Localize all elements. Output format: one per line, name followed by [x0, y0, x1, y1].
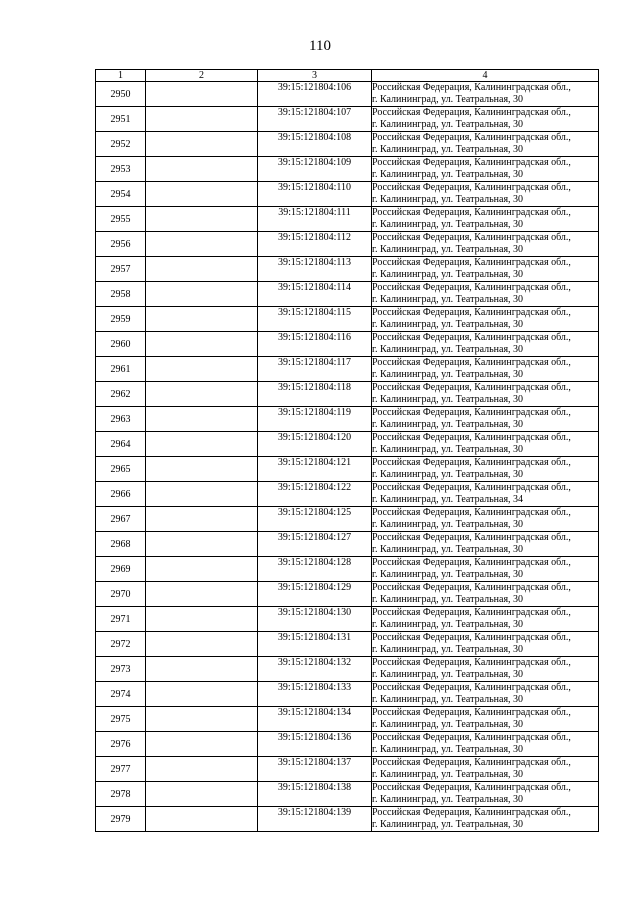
row-number: 2956 — [96, 232, 146, 257]
row-number: 2953 — [96, 157, 146, 182]
cadastral-number: 39:15:121804:129 — [258, 582, 372, 607]
empty-cell — [146, 157, 258, 182]
empty-cell — [146, 707, 258, 732]
address-cell — [372, 607, 599, 632]
row-number: 2972 — [96, 632, 146, 657]
cadastral-number: 39:15:121804:116 — [258, 332, 372, 357]
address-line-2: г. Калининград, ул. Театральная, 30 — [372, 344, 524, 355]
address-line-1: Российская Федерация, Калининградская обл., — [372, 732, 571, 743]
column-header: 4 — [372, 70, 599, 82]
page-number: 110 — [309, 38, 331, 54]
address-line-2: г. Калининград, ул. Театральная, 30 — [372, 119, 524, 130]
row-number: 2960 — [96, 332, 146, 357]
row-number: 2978 — [96, 782, 146, 807]
column-header: 3 — [258, 70, 372, 82]
table-row — [96, 632, 599, 657]
empty-cell — [146, 582, 258, 607]
address-line-2: г. Калининград, ул. Театральная, 30 — [372, 94, 524, 105]
cadastral-number: 39:15:121804:128 — [258, 557, 372, 582]
row-number: 2968 — [96, 532, 146, 557]
cadastral-number: 39:15:121804:133 — [258, 682, 372, 707]
empty-cell — [146, 82, 258, 107]
table-row — [96, 607, 599, 632]
cadastral-number: 39:15:121804:136 — [258, 732, 372, 757]
row-number: 2979 — [96, 807, 146, 832]
row-number: 2958 — [96, 282, 146, 307]
address-line-2: г. Калининград, ул. Театральная, 30 — [372, 644, 524, 655]
table-row — [96, 157, 599, 182]
address-cell — [372, 157, 599, 182]
cadastral-number: 39:15:121804:127 — [258, 532, 372, 557]
address-line-2: г. Калининград, ул. Театральная, 30 — [372, 619, 524, 630]
address-line-1: Российская Федерация, Калининградская обл., — [372, 557, 571, 568]
row-number: 2973 — [96, 657, 146, 682]
address-cell — [372, 682, 599, 707]
address-line-1: Российская Федерация, Калининградская обл., — [372, 432, 571, 443]
cadastral-number: 39:15:121804:125 — [258, 507, 372, 532]
address-line-2: г. Калининград, ул. Театральная, 30 — [372, 819, 524, 830]
cadastral-number: 39:15:121804:114 — [258, 282, 372, 307]
table-row — [96, 582, 599, 607]
address-line-1: Российская Федерация, Калининградская обл., — [372, 282, 571, 293]
cadastral-number: 39:15:121804:134 — [258, 707, 372, 732]
address-line-2: г. Калининград, ул. Театральная, 30 — [372, 394, 524, 405]
address-line-1: Российская Федерация, Калининградская обл., — [372, 807, 571, 818]
row-number: 2959 — [96, 307, 146, 332]
address-line-2: г. Калининград, ул. Театральная, 30 — [372, 469, 524, 480]
cadastral-number: 39:15:121804:111 — [258, 207, 372, 232]
address-cell — [372, 107, 599, 132]
row-number: 2970 — [96, 582, 146, 607]
address-cell — [372, 307, 599, 332]
cadastral-number: 39:15:121804:131 — [258, 632, 372, 657]
address-line-2: г. Калининград, ул. Театральная, 30 — [372, 144, 524, 155]
table-row — [96, 282, 599, 307]
empty-cell — [146, 457, 258, 482]
cadastral-number: 39:15:121804:113 — [258, 257, 372, 282]
address-line-1: Российская Федерация, Калининградская обл., — [372, 332, 571, 343]
table-row — [96, 132, 599, 157]
registry-table — [95, 69, 599, 832]
table-row — [96, 507, 599, 532]
address-line-1: Российская Федерация, Калининградская обл., — [372, 657, 571, 668]
address-line-2: г. Калининград, ул. Театральная, 30 — [372, 519, 524, 530]
address-cell — [372, 407, 599, 432]
empty-cell — [146, 532, 258, 557]
table-body — [96, 82, 599, 832]
cadastral-number: 39:15:121804:120 — [258, 432, 372, 457]
empty-cell — [146, 607, 258, 632]
address-line-2: г. Калининград, ул. Театральная, 30 — [372, 719, 524, 730]
cadastral-number: 39:15:121804:118 — [258, 382, 372, 407]
address-line-2: г. Калининград, ул. Театральная, 30 — [372, 769, 524, 780]
row-number: 2966 — [96, 482, 146, 507]
empty-cell — [146, 407, 258, 432]
table-row — [96, 457, 599, 482]
empty-cell — [146, 182, 258, 207]
table-row — [96, 107, 599, 132]
table-row — [96, 757, 599, 782]
address-line-2: г. Калининград, ул. Театральная, 30 — [372, 544, 524, 555]
address-cell — [372, 232, 599, 257]
cadastral-number: 39:15:121804:130 — [258, 607, 372, 632]
table-row — [96, 432, 599, 457]
address-line-2: г. Калининград, ул. Театральная, 30 — [372, 669, 524, 680]
table-row — [96, 482, 599, 507]
empty-cell — [146, 232, 258, 257]
address-cell — [372, 182, 599, 207]
cadastral-number: 39:15:121804:106 — [258, 82, 372, 107]
address-line-1: Российская Федерация, Калининградская обл., — [372, 207, 571, 218]
address-line-1: Российская Федерация, Калининградская обл., — [372, 582, 571, 593]
address-line-1: Российская Федерация, Калининградская обл., — [372, 482, 571, 493]
empty-cell — [146, 332, 258, 357]
address-line-2: г. Калининград, ул. Театральная, 30 — [372, 269, 524, 280]
empty-cell — [146, 482, 258, 507]
row-number: 2969 — [96, 557, 146, 582]
address-line-1: Российская Федерация, Калининградская обл., — [372, 257, 571, 268]
address-line-1: Российская Федерация, Калининградская обл., — [372, 632, 571, 643]
table-row — [96, 532, 599, 557]
address-line-2: г. Калининград, ул. Театральная, 30 — [372, 694, 524, 705]
cadastral-number: 39:15:121804:122 — [258, 482, 372, 507]
cadastral-number: 39:15:121804:117 — [258, 357, 372, 382]
address-cell — [372, 507, 599, 532]
empty-cell — [146, 107, 258, 132]
table-row — [96, 207, 599, 232]
row-number: 2954 — [96, 182, 146, 207]
address-line-1: Российская Федерация, Калининградская обл., — [372, 307, 571, 318]
address-cell — [372, 432, 599, 457]
empty-cell — [146, 257, 258, 282]
address-line-2: г. Калининград, ул. Театральная, 30 — [372, 319, 524, 330]
address-line-1: Российская Федерация, Калининградская обл., — [372, 757, 571, 768]
empty-cell — [146, 132, 258, 157]
cadastral-number: 39:15:121804:119 — [258, 407, 372, 432]
address-line-2: г. Калининград, ул. Театральная, 30 — [372, 169, 524, 180]
address-line-1: Российская Федерация, Калининградская обл., — [372, 782, 571, 793]
row-number: 2963 — [96, 407, 146, 432]
address-line-1: Российская Федерация, Калининградская обл., — [372, 107, 571, 118]
address-line-2: г. Калининград, ул. Театральная, 34 — [372, 494, 524, 505]
address-cell — [372, 257, 599, 282]
column-header: 1 — [96, 70, 146, 82]
cadastral-number: 39:15:121804:107 — [258, 107, 372, 132]
address-line-1: Российская Федерация, Калининградская обл., — [372, 382, 571, 393]
address-line-1: Российская Федерация, Калининградская обл., — [372, 457, 571, 468]
cadastral-number: 39:15:121804:137 — [258, 757, 372, 782]
address-cell — [372, 382, 599, 407]
row-number: 2976 — [96, 732, 146, 757]
empty-cell — [146, 282, 258, 307]
address-cell — [372, 582, 599, 607]
row-number: 2967 — [96, 507, 146, 532]
row-number: 2955 — [96, 207, 146, 232]
table-row — [96, 682, 599, 707]
table-row — [96, 182, 599, 207]
row-number: 2952 — [96, 132, 146, 157]
address-line-2: г. Калининград, ул. Театральная, 30 — [372, 219, 524, 230]
empty-cell — [146, 632, 258, 657]
address-line-1: Российская Федерация, Калининградская обл., — [372, 182, 571, 193]
empty-cell — [146, 732, 258, 757]
row-number: 2965 — [96, 457, 146, 482]
row-number: 2950 — [96, 82, 146, 107]
address-line-2: г. Калининград, ул. Театральная, 30 — [372, 444, 524, 455]
empty-cell — [146, 307, 258, 332]
address-line-2: г. Калининград, ул. Театральная, 30 — [372, 419, 524, 430]
empty-cell — [146, 782, 258, 807]
cadastral-number: 39:15:121804:121 — [258, 457, 372, 482]
row-number: 2964 — [96, 432, 146, 457]
address-cell — [372, 757, 599, 782]
address-line-1: Российская Федерация, Калининградская обл., — [372, 357, 571, 368]
address-cell — [372, 732, 599, 757]
cadastral-number: 39:15:121804:109 — [258, 157, 372, 182]
address-cell — [372, 657, 599, 682]
empty-cell — [146, 432, 258, 457]
address-line-1: Российская Федерация, Калининградская обл., — [372, 532, 571, 543]
address-cell — [372, 632, 599, 657]
address-line-1: Российская Федерация, Калининградская обл., — [372, 507, 571, 518]
table-row — [96, 232, 599, 257]
table-row — [96, 332, 599, 357]
address-line-2: г. Калининград, ул. Театральная, 30 — [372, 194, 524, 205]
address-line-1: Российская Федерация, Калининградская обл., — [372, 607, 571, 618]
address-cell — [372, 357, 599, 382]
row-number: 2977 — [96, 757, 146, 782]
table-row — [96, 782, 599, 807]
address-cell — [372, 457, 599, 482]
address-line-2: г. Калининград, ул. Театральная, 30 — [372, 594, 524, 605]
address-line-2: г. Калининград, ул. Театральная, 30 — [372, 794, 524, 805]
row-number: 2962 — [96, 382, 146, 407]
address-line-2: г. Калининград, ул. Театральная, 30 — [372, 369, 524, 380]
row-number: 2971 — [96, 607, 146, 632]
address-cell — [372, 82, 599, 107]
column-header: 2 — [146, 70, 258, 82]
table-row — [96, 257, 599, 282]
address-line-1: Российская Федерация, Калининградская обл., — [372, 157, 571, 168]
address-cell — [372, 707, 599, 732]
cadastral-number: 39:15:121804:115 — [258, 307, 372, 332]
address-cell — [372, 207, 599, 232]
address-line-2: г. Калининград, ул. Театральная, 30 — [372, 244, 524, 255]
address-cell — [372, 807, 599, 832]
empty-cell — [146, 382, 258, 407]
table-row — [96, 557, 599, 582]
address-line-1: Российская Федерация, Калининградская обл., — [372, 232, 571, 243]
address-line-1: Российская Федерация, Калининградская обл., — [372, 682, 571, 693]
address-line-1: Российская Федерация, Калининградская обл., — [372, 407, 571, 418]
empty-cell — [146, 557, 258, 582]
empty-cell — [146, 657, 258, 682]
address-cell — [372, 532, 599, 557]
cadastral-number: 39:15:121804:132 — [258, 657, 372, 682]
address-line-1: Российская Федерация, Калининградская обл., — [372, 132, 571, 143]
address-line-1: Российская Федерация, Калининградская обл., — [372, 82, 571, 93]
row-number: 2961 — [96, 357, 146, 382]
empty-cell — [146, 207, 258, 232]
address-line-2: г. Калининград, ул. Театральная, 30 — [372, 294, 524, 305]
cadastral-number: 39:15:121804:110 — [258, 182, 372, 207]
row-number: 2974 — [96, 682, 146, 707]
header-row — [96, 70, 599, 82]
address-line-2: г. Калининград, ул. Театральная, 30 — [372, 744, 524, 755]
row-number: 2957 — [96, 257, 146, 282]
empty-cell — [146, 807, 258, 832]
table-row — [96, 707, 599, 732]
address-cell — [372, 782, 599, 807]
table-row — [96, 382, 599, 407]
address-line-2: г. Калининград, ул. Театральная, 30 — [372, 569, 524, 580]
address-cell — [372, 332, 599, 357]
table-row — [96, 407, 599, 432]
row-number: 2975 — [96, 707, 146, 732]
address-cell — [372, 282, 599, 307]
address-cell — [372, 132, 599, 157]
empty-cell — [146, 757, 258, 782]
address-line-1: Российская Федерация, Калининградская обл., — [372, 707, 571, 718]
table-row — [96, 657, 599, 682]
cadastral-number: 39:15:121804:112 — [258, 232, 372, 257]
empty-cell — [146, 507, 258, 532]
table-row — [96, 807, 599, 832]
table-row — [96, 357, 599, 382]
row-number: 2951 — [96, 107, 146, 132]
cadastral-number: 39:15:121804:138 — [258, 782, 372, 807]
table-row — [96, 307, 599, 332]
address-cell — [372, 482, 599, 507]
address-cell — [372, 557, 599, 582]
cadastral-number: 39:15:121804:139 — [258, 807, 372, 832]
table-row — [96, 732, 599, 757]
empty-cell — [146, 357, 258, 382]
cadastral-number: 39:15:121804:108 — [258, 132, 372, 157]
empty-cell — [146, 682, 258, 707]
table-row — [96, 82, 599, 107]
